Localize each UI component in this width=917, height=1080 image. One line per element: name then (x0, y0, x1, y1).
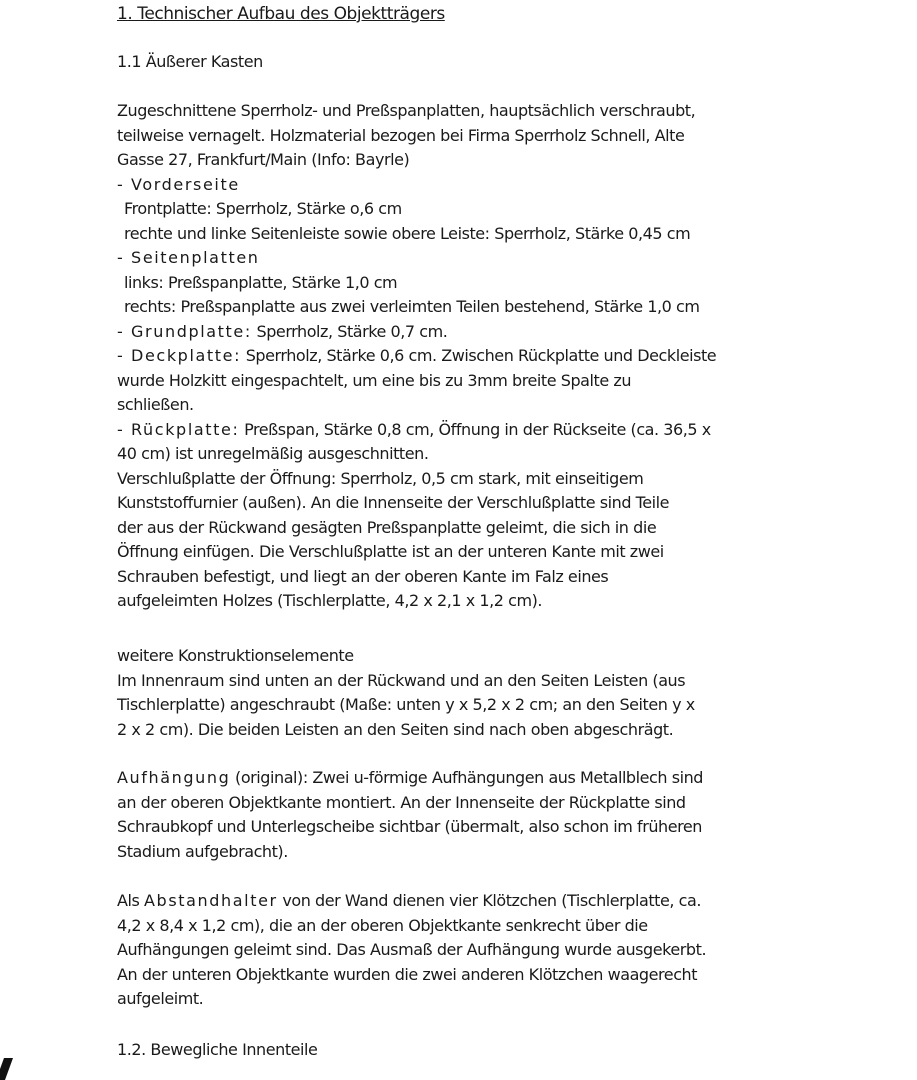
text-line (117, 516, 716, 541)
text-line (117, 540, 716, 565)
text-line (117, 271, 716, 296)
paragraph (117, 99, 716, 614)
line-text: aufgeleimten Holzes (Tischlerplatte, 4,2 x 2,1 x 1,2 cm). (117, 591, 543, 610)
line-text: 2 x 2 cm). Die beiden Leisten an den Seiten sind nach oben abgeschrägt. (117, 719, 674, 739)
line-text: Frontplatte: Sperrholz, Stärke o,6 cm (124, 199, 402, 218)
text-line (117, 50, 263, 75)
text-line (117, 840, 703, 865)
line-text: Als (117, 891, 145, 910)
line-text: rechte und linke Seitenleiste sowie obere Leiste: Sperrholz, Stärke 0,45 cm (124, 223, 691, 243)
line-text: 4,2 x 8,4 x 1,2 cm), die an der oberen Objektkante senkrecht über die (117, 915, 648, 935)
text-line (117, 938, 706, 963)
text-line (117, 295, 716, 320)
scan-mark (0, 1058, 13, 1080)
line-text: Aufhängungen geleimt sind. Das Ausmaß der Aufhängung wurde ausgekerbt. (117, 940, 707, 959)
line-text: 1. Technischer Aufbau des Objektträgers (117, 4, 445, 24)
text-line (117, 914, 706, 939)
line-text: wurde Holzkitt eingespachtelt, um eine bis zu 3mm breite Spalte zu (117, 370, 632, 390)
text-line (117, 815, 703, 840)
text-line (117, 718, 695, 743)
line-text: Tischlerplatte) angeschraubt (Maße: unten y x 5,2 x 2 cm; an den Seiten y x (117, 695, 695, 714)
line-text: Kunststoffurnier (außen). An die Innenseite der Verschlußplatte sind Teile (117, 493, 670, 512)
line-text: 1.1 Äußerer Kasten (117, 52, 263, 71)
text-line (117, 2, 445, 27)
section-heading (117, 1038, 317, 1063)
text-line (117, 99, 716, 124)
line-text: rechts: Preßspanplatte aus zwei verleimten Teilen bestehend, Stärke 1,0 cm (124, 297, 700, 316)
line-text: Stadium aufgebracht). (117, 841, 288, 861)
text-line (117, 418, 716, 443)
text-line (117, 124, 716, 149)
line-text: Schrauben befestigt, und liegt an der oberen Kante im Falz eines (117, 566, 609, 586)
text-line (117, 589, 716, 614)
line-text: 40 cm) ist unregelmäßig ausgeschnitten. (117, 444, 429, 463)
text-line (117, 669, 695, 694)
line-text: Öffnung einfügen. Die Verschlußplatte ist an der unteren Kante mit zwei (117, 542, 664, 561)
line-text: 1.2. Bewegliche Innenteile (117, 1040, 318, 1059)
spaced-term: - Deckplatte: (117, 346, 242, 365)
text-line (117, 393, 716, 418)
text-line (117, 442, 716, 467)
section-heading (117, 50, 263, 75)
text-line (117, 173, 716, 198)
line-text: teilweise vernagelt. Holzmaterial bezogen bei Firma Sperrholz Schnell, Alte (117, 125, 685, 145)
spaced-term: - Rückplatte: (117, 419, 240, 439)
line-text: An der unteren Objektkante wurden die zwei anderen Klötzchen waagerecht (117, 964, 698, 984)
line-text: der aus der Rückwand gesägten Preßspanplatte geleimt, die sich in die (117, 517, 657, 537)
text-line (117, 766, 703, 791)
line-text: Im Innenraum sind unten an der Rückwand und an den Seiten Leisten (aus (117, 670, 686, 690)
spaced-term: Abstandhalter (144, 891, 278, 910)
text-line (117, 963, 706, 988)
text-line (117, 222, 716, 247)
line-text: Verschlußplatte der Öffnung: Sperrholz, 0,5 cm stark, mit einseitigem (117, 468, 644, 488)
paragraph (117, 766, 703, 864)
line-text: (original): Zwei u-förmige Aufhängungen aus Metallblech sind (230, 768, 703, 787)
line-text: Sperrholz, Stärke 0,7 cm. (251, 321, 448, 341)
line-text: weitere Konstruktionselemente (117, 646, 354, 665)
line-text: von der Wand dienen vier Klötzchen (Tischlerplatte, ca. (277, 891, 701, 910)
text-line (117, 987, 706, 1012)
line-text: aufgeleimt. (117, 989, 204, 1008)
line-text: Zugeschnittene Sperrholz- und Preßspanplatten, hauptsächlich verschraubt, (117, 101, 696, 120)
line-text: links: Preßspanplatte, Stärke 1,0 cm (124, 272, 398, 292)
text-line (117, 491, 716, 516)
text-line (117, 148, 716, 173)
text-line (117, 791, 703, 816)
paragraph (117, 644, 695, 742)
line-text: Preßspan, Stärke 0,8 cm, Öffnung in der Rückseite (ca. 36,5 x (239, 419, 711, 439)
text-line (117, 1038, 317, 1063)
line-text: Gasse 27, Frankfurt/Main (Info: Bayrle) (117, 150, 410, 169)
line-text: an der oberen Objektkante montiert. An der Innenseite der Rückplatte sind (117, 792, 686, 812)
spaced-term: - Grundplatte: (117, 321, 252, 341)
text-line (117, 344, 716, 369)
text-line (117, 197, 716, 222)
text-line (117, 693, 695, 718)
text-line (117, 369, 716, 394)
section-title (117, 2, 445, 27)
text-line (117, 320, 716, 345)
line-text: schließen. (117, 395, 194, 414)
text-line (117, 644, 695, 669)
spaced-term: - Vorderseite (117, 174, 240, 194)
paragraph (117, 889, 706, 1012)
spaced-term: Aufhängung (117, 768, 231, 787)
line-text: Schraubkopf und Unterlegscheibe sichtbar (übermalt, also schon im früheren (117, 817, 702, 836)
text-line (117, 467, 716, 492)
spaced-term: - Seitenplatten (117, 248, 260, 267)
text-line (117, 889, 706, 914)
line-text: Sperrholz, Stärke 0,6 cm. Zwischen Rückplatte und Deckleiste (241, 346, 717, 365)
text-line (117, 246, 716, 271)
text-line (117, 565, 716, 590)
